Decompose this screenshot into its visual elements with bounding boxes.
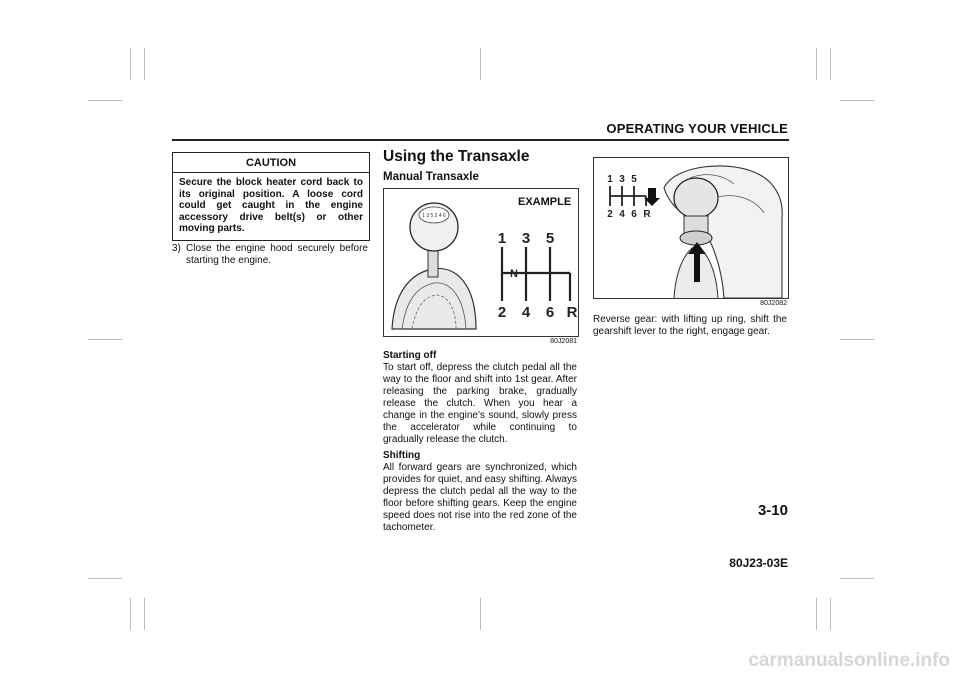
crop-mark	[816, 48, 817, 80]
document-code: 80J23-03E	[729, 556, 788, 570]
gear-3-label: 3	[521, 230, 531, 247]
crop-mark	[840, 100, 874, 101]
caution-box	[172, 152, 370, 241]
watermark: carmanualsonline.info	[748, 650, 950, 671]
crop-mark	[830, 598, 831, 630]
figure-label: EXAMPLE	[518, 196, 572, 208]
gear-r-label: R	[643, 209, 651, 220]
crop-mark	[130, 598, 131, 630]
crop-mark	[88, 578, 122, 579]
shifting-heading: Shifting	[383, 450, 421, 461]
gear-6-label: 6	[545, 304, 555, 321]
reverse-gear-illustration	[594, 158, 788, 298]
step-text: Close the engine hood securely before starting the engine.	[186, 243, 368, 266]
shifting-text: All forward gears are synchronized, which provides for quiet, and easy shifting. Always depress the clutch pedal all the way to the floor before shifting gears. Keep the engine speed does not rise into the red zone of the tachometer.	[383, 462, 577, 533]
figure-code: 80J2081	[550, 338, 577, 345]
starting-off-heading: Starting off	[383, 350, 437, 361]
subsection-title: Manual Transaxle	[383, 171, 479, 183]
starting-off-section	[383, 350, 577, 446]
crop-mark	[816, 598, 817, 630]
neutral-label: N	[510, 268, 518, 280]
step-3	[172, 243, 368, 267]
figure-reverse-gear	[593, 157, 789, 299]
figure-gear-pattern	[383, 188, 579, 337]
crop-mark	[840, 578, 874, 579]
gear-1-label: 1	[497, 230, 507, 247]
crop-mark	[88, 100, 122, 101]
gear-r-label: R	[566, 304, 578, 321]
running-header: OPERATING YOUR VEHICLE	[606, 121, 788, 136]
gear-5-label: 5	[545, 230, 555, 247]
page-number: 3-10	[757, 502, 788, 519]
section-title: Using the Transaxle	[383, 148, 530, 165]
crop-mark	[144, 598, 145, 630]
reverse-gear-text: Reverse gear: with lifting up ring, shift the gearshift lever to the right, engage gear.	[593, 314, 787, 337]
gear-4-label: 4	[521, 304, 531, 321]
gear-2-label: 2	[607, 209, 613, 220]
gear-6-label: 6	[631, 209, 637, 220]
gear-1-label: 1	[607, 174, 613, 185]
figure-code: 80J2082	[760, 300, 787, 307]
crop-mark	[130, 48, 131, 80]
gear-2-label: 2	[497, 304, 507, 321]
crop-mark	[480, 48, 481, 80]
knob-gear-label: 1 3 5 2 4 6	[422, 213, 446, 219]
gear-3-label: 3	[619, 174, 625, 185]
caution-text: Secure the block heater cord back to its original position. A loose cord could get caught in the engine accessory drive belt(s) or other moving parts.	[179, 177, 363, 234]
starting-off-text: To start off, depress the clutch pedal all the way to the floor and shift into 1st gear. After releasing the parking brake, gradually release the clutch. When you hear a change in the engine's sound, slowly press the accelerator while continuing to gradually release the clutch.	[383, 362, 577, 445]
crop-mark	[480, 598, 481, 630]
step-number: 3)	[172, 243, 181, 254]
gear-5-label: 5	[631, 174, 637, 185]
shift-pattern-diagram	[384, 189, 578, 336]
shifting-section	[383, 450, 577, 534]
gear-4-label: 4	[619, 209, 625, 220]
header-rule	[172, 139, 789, 141]
crop-mark	[840, 339, 874, 340]
caution-heading: CAUTION	[173, 153, 369, 173]
crop-mark	[88, 339, 122, 340]
crop-mark	[830, 48, 831, 80]
crop-mark	[144, 48, 145, 80]
